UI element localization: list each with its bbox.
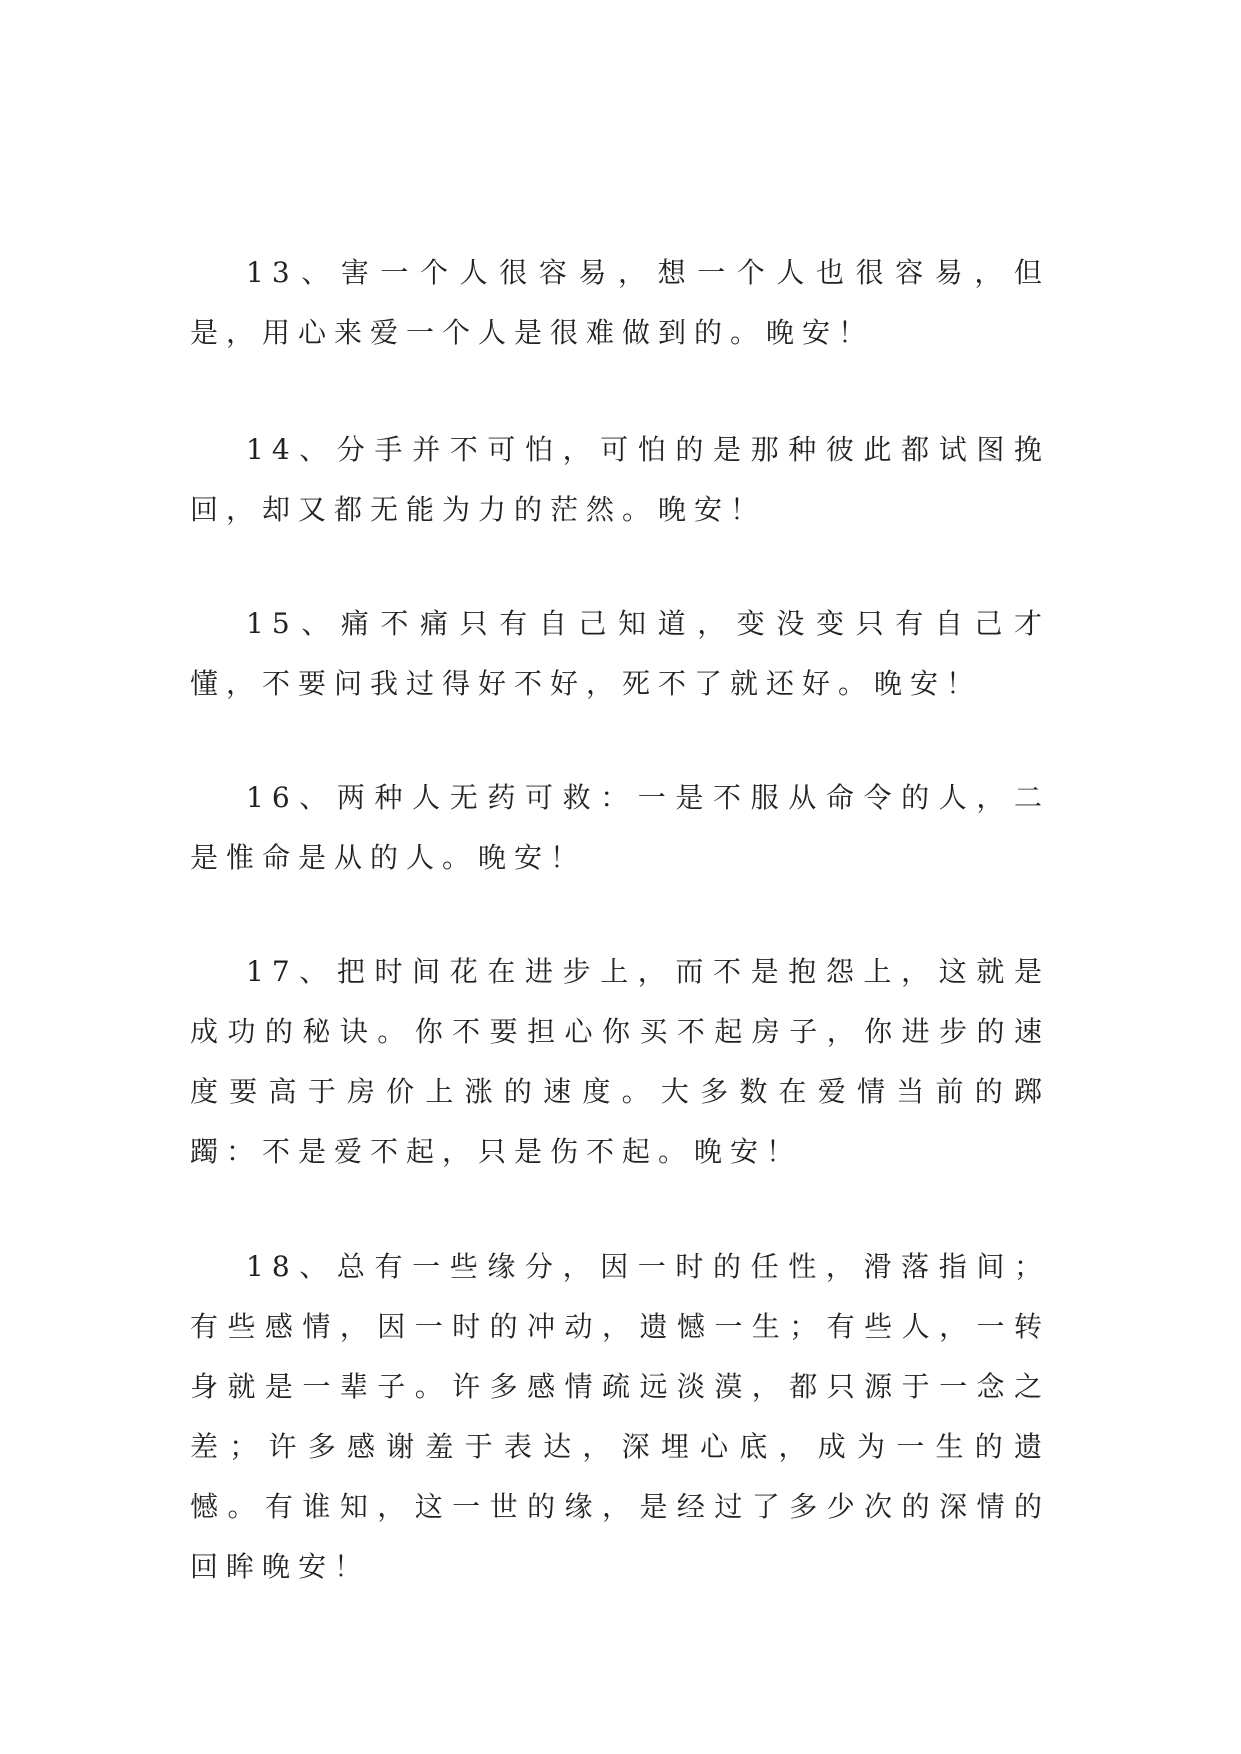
paragraph-18: 18、总有一些缘分，因一时的任性，滑落指间；有些感情，因一时的冲动，遗憾一生；有些人，一转身就是一辈子。许多感情疏远淡漠，都只源于一念之差；许多感谢羞于表达，深埋心底，成为一生的遗憾。有谁知，这一世的缘，是经过了多少次的深情的回眸晚安！ bbox=[190, 1250, 1050, 1583]
paragraph-13: 13、害一个人很容易，想一个人也很容易，但是，用心来爱一个人是很难做到的。晚安！ bbox=[190, 256, 1050, 349]
paragraph-16: 16、两种人无药可救：一是不服从命令的人，二是惟命是从的人。晚安！ bbox=[190, 781, 1050, 874]
paragraph-17: 17、把时间花在进步上，而不是抱怨上，这就是成功的秘诀。你不要担心你买不起房子，你进步的速度要高于房价上涨的速度。大多数在爱情当前的踯躅：不是爱不起，只是伤不起。晚安！ bbox=[190, 955, 1050, 1168]
paragraph-15: 15、痛不痛只有自己知道，变没变只有自己才懂，不要问我过得好不好，死不了就还好。晚安！ bbox=[190, 607, 1050, 700]
paragraph-14: 14、分手并不可怕，可怕的是那种彼此都试图挽回，却又都无能为力的茫然。晚安！ bbox=[190, 433, 1050, 526]
